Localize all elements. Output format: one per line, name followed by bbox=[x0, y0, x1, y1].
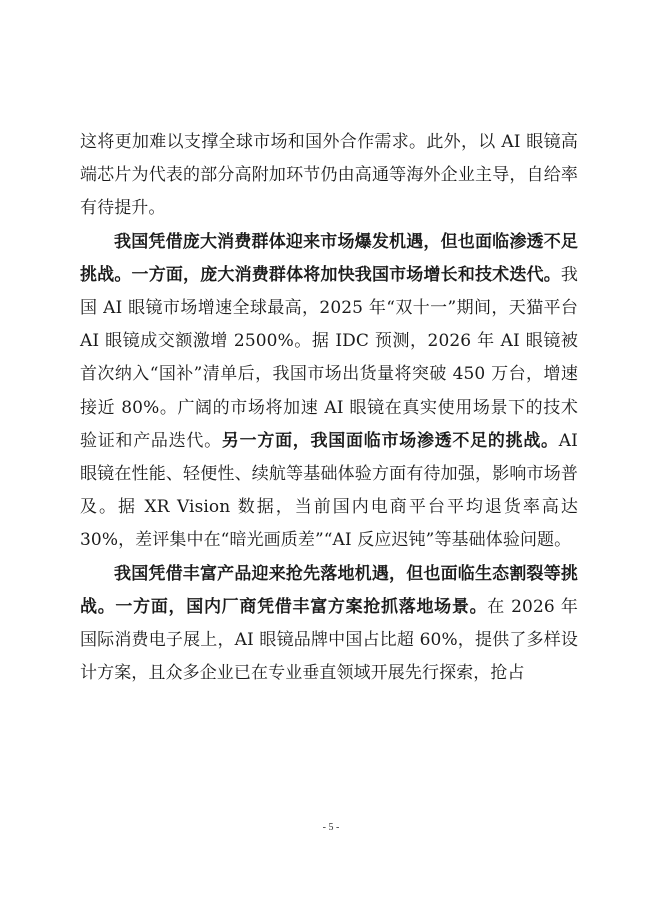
paragraph-2 bbox=[80, 226, 578, 558]
paragraph-3-heading: 我国凭借丰富产品迎来抢先落地机遇，但也面临生态割裂等挑战。一方面，国内厂商凭借丰富方案抢抓落地场景。 bbox=[80, 563, 578, 617]
paragraph-1 bbox=[80, 126, 578, 226]
paragraph-2-text-b: AI 眼镜在性能、轻便性、续航等基础体验方面有待加强，影响市场普及。据 XR Vision 数据，当前国内电商平台平均退货率高达 30%，差评集中在“暗光画质差”“AI 反应迟钝”等基础体验问题。 bbox=[80, 430, 578, 551]
paragraph-2-subheading: 另一方面，我国面临市场渗透不足的挑战。 bbox=[221, 430, 559, 451]
paragraph-3 bbox=[80, 558, 578, 691]
paragraph-2-heading: 我国凭借庞大消费群体迎来市场爆发机遇，但也面临渗透不足挑战。一方面，庞大消费群体将加快我国市场增长和技术迭代。 bbox=[80, 231, 578, 285]
page-number: - 5 - bbox=[322, 822, 340, 833]
body-text bbox=[80, 126, 578, 690]
paragraph-3-text: 在 2026 年国际消费电子展上，AI 眼镜品牌中国占比超 60%，提供了多样设计方案，且众多企业已在专业垂直领域开展先行探索，抢占 bbox=[80, 596, 578, 684]
paragraph-2-text-a: 我国 AI 眼镜市场增速全球最高，2025 年“双十一”期间，天猫平台 AI 眼镜成交额激增 2500%。据 IDC 预测，2026 年 AI 眼镜被首次纳入“国补”清单后，我国市场出货量将突破 450 万台，增速接近 80%。广阔的市场将加速 AI 眼镜在真实使用场景下的技术验证和产品迭代。 bbox=[80, 264, 578, 451]
paragraph-1-text: 这将更加难以支撑全球市场和国外合作需求。此外，以 AI 眼镜高端芯片为代表的部分高附加环节仍由高通等海外企业主导，自给率有待提升。 bbox=[80, 132, 578, 219]
